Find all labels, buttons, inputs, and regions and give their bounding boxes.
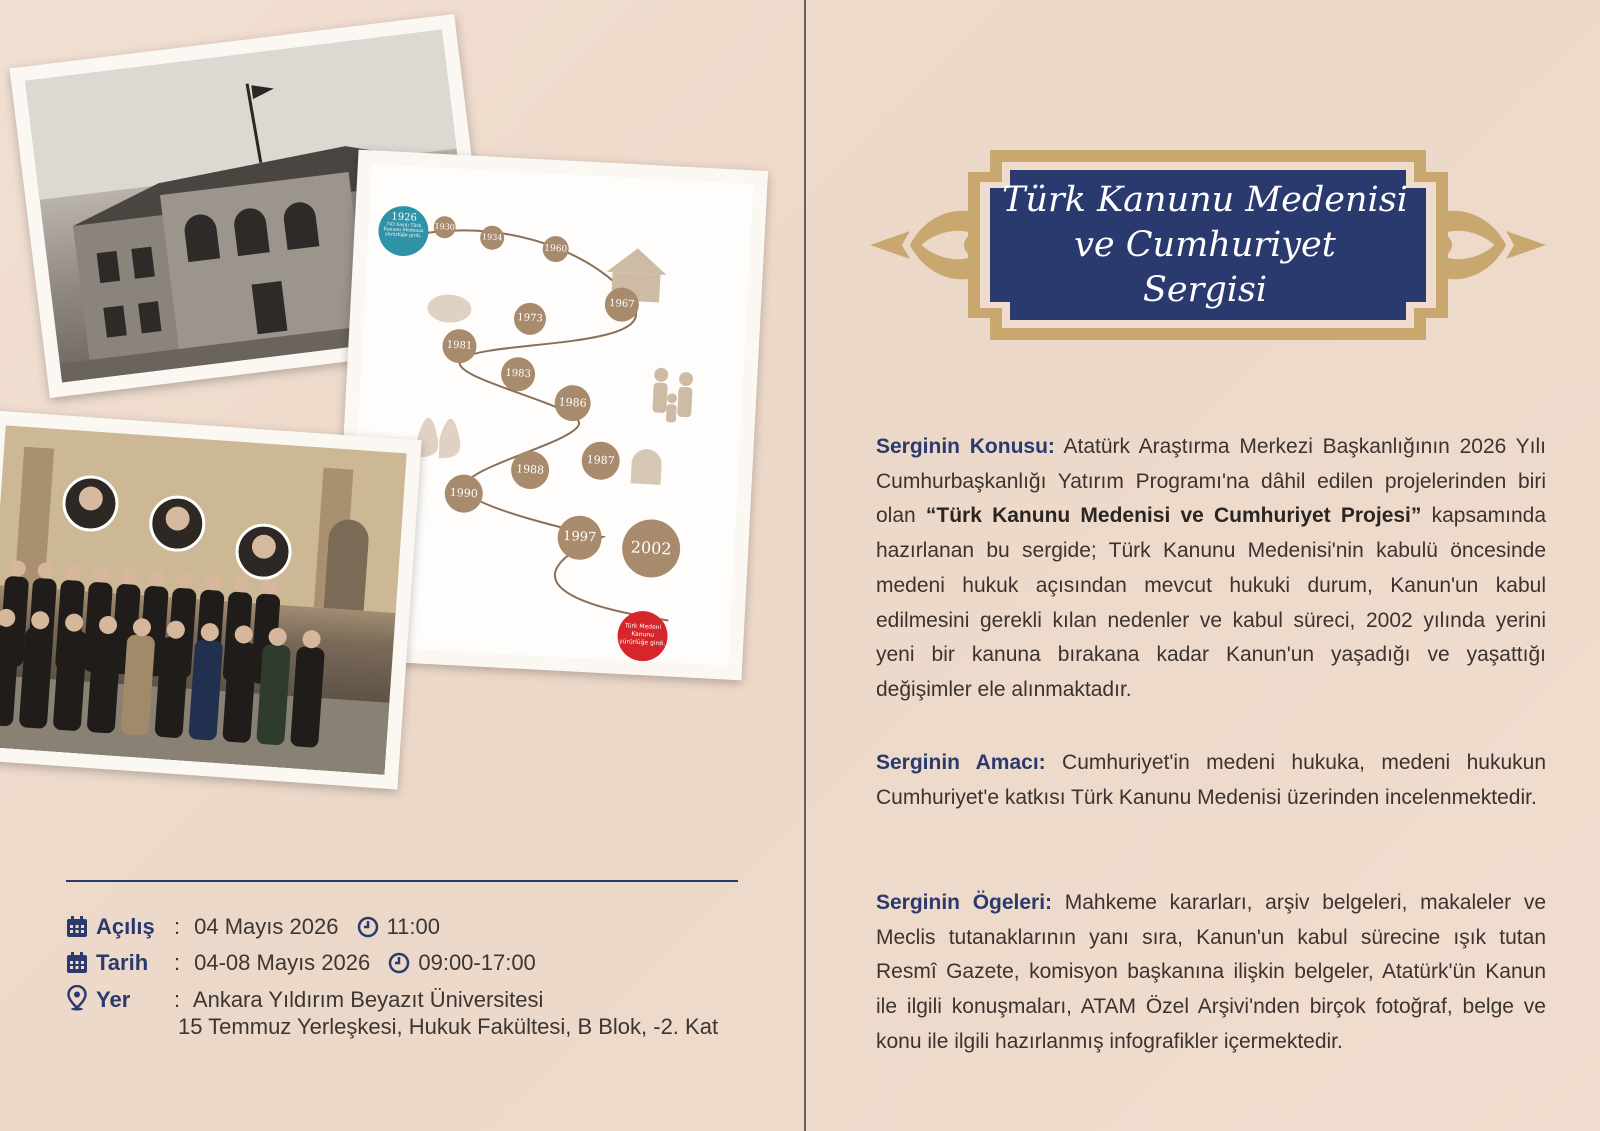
- timeline-year-1990: 1990: [444, 474, 484, 514]
- title-line-3: Sergisi: [1142, 270, 1268, 310]
- date-label: Tarih: [96, 950, 149, 975]
- timeline-year-2002: 2002: [621, 518, 682, 579]
- opening-row: [66, 914, 440, 940]
- subject-text-1: Atatürk Araştırma Merkezi Başkanlığının 2026 Yılı Cumhurbaşkanlığı Yatırım Programı'na dâhil edilen projelerinden biri olan: [876, 435, 1547, 528]
- location-label: Yer: [96, 987, 131, 1012]
- subject-project-name: “Türk Kanunu Medenisi ve Cumhuriyet Projesi”: [925, 504, 1422, 528]
- elements-label: Serginin Ögeleri:: [876, 891, 1053, 914]
- timeline-year-1930: 1930: [433, 216, 456, 239]
- timeline-year-1926: 1926 743 Sayılı Türk Kanunu Medenisi yürürlüğe girdi.: [377, 205, 430, 258]
- location-colon: :: [174, 987, 181, 1012]
- opening-label: Açılış: [96, 914, 155, 939]
- timeline-year-1983: 1983: [500, 356, 536, 392]
- timeline-year-1988: 1988: [510, 450, 550, 490]
- date-row: [66, 950, 536, 976]
- timeline-year-1934: 1934: [480, 225, 505, 250]
- elements-text: Mahkeme kararları, arşiv belgeleri, makaleler ve Meclis tutanaklarının yanı sıra, Kanun'un kabul sürecine ışık tutan Resmî Gazete, komisyon başkanına ilişkin belgeler, Atatürk'ün Kanun ile ilgili konuşmaları, ATAM Özel Arşivi'nden birçok fotoğraf, belge ve konu ile ilgili hazırlanmış infografikler içermektedir.: [876, 891, 1546, 1053]
- wedding-silhouette-icon: [417, 417, 462, 459]
- exhibition-title: [985, 178, 1425, 313]
- grave-silhouette-icon: [631, 448, 663, 485]
- location-row: [66, 985, 543, 1013]
- timeline-red-badge: Türk Medeni Kanunu yürürlüğe girdi.: [616, 610, 669, 663]
- location-row-2: [178, 1014, 718, 1040]
- timeline-year-1981: 1981: [442, 328, 478, 364]
- location-line-2: 15 Temmuz Yerleşkesi, Hukuk Fakültesi, B Blok, -2. Kat: [178, 1014, 719, 1039]
- timeline-first-caption: 743 Sayılı Türk Kanunu Medenisi yürürlüğe girdi.: [383, 222, 424, 240]
- title-line-2: ve Cumhuriyet: [1074, 225, 1336, 265]
- date-time-range: 09:00-17:00: [418, 950, 536, 975]
- date-range: 04-08 Mayıs 2026: [194, 950, 371, 975]
- opening-date: 04 Mayıs 2026: [194, 914, 339, 939]
- family-silhouette-icon: [652, 367, 694, 423]
- date-colon: :: [174, 950, 181, 975]
- timeline-year-1986: 1986: [554, 384, 592, 422]
- calendar-icon: [66, 916, 88, 938]
- clock-icon: [357, 916, 379, 938]
- info-divider: [66, 880, 738, 882]
- location-line-1: Ankara Yıldırım Beyazıt Üniversitesi: [192, 987, 544, 1012]
- subject-text-2: kapsamında hazırlanan bu sergide; Türk Kanunu Medenisi'nin kabulü öncesinde medeni hukuk açısından mevcut hukuki durum, Kanun'un kabul edilmesini gerekli kılan nedenler ve kabul süreci, 2002 yılında yerini yeni bir kanuna bırakana kadar Kanun'un yaşadığı ve yaşattığı değişimler ele alınmaktadır.: [876, 504, 1546, 701]
- title-line-1: Türk Kanunu Medenisi: [1002, 180, 1408, 220]
- purpose-label: Serginin Amacı:: [876, 751, 1046, 774]
- purpose-paragraph: [876, 746, 1546, 815]
- timeline-year-1960: 1960: [542, 235, 569, 262]
- timeline-year-1973: 1973: [513, 302, 547, 336]
- baby-silhouette-icon: [427, 293, 472, 323]
- location-pin-icon: [66, 985, 88, 1011]
- group-people-illustration: [0, 425, 407, 774]
- timeline-year-1967: 1967: [604, 287, 640, 323]
- group-photo-image: [0, 425, 407, 774]
- opening-colon: :: [174, 914, 181, 939]
- purpose-text: Cumhuriyet'in medeni hukuka, medeni hukukun Cumhuriyet'e katkısı Türk Kanunu Medenisi üzerinden incelenmektedir.: [876, 751, 1547, 809]
- opening-time: 11:00: [386, 914, 440, 939]
- page-fold-line: [804, 0, 806, 1131]
- calendar-icon: [66, 952, 88, 974]
- group-photo: [0, 410, 422, 789]
- timeline-year-1997: 1997: [556, 515, 602, 561]
- subject-label: Serginin Konusu:: [876, 435, 1055, 458]
- clock-icon: [388, 952, 410, 974]
- timeline-year-1987: 1987: [581, 441, 621, 481]
- subject-paragraph: [876, 430, 1546, 708]
- elements-paragraph: [876, 886, 1546, 1060]
